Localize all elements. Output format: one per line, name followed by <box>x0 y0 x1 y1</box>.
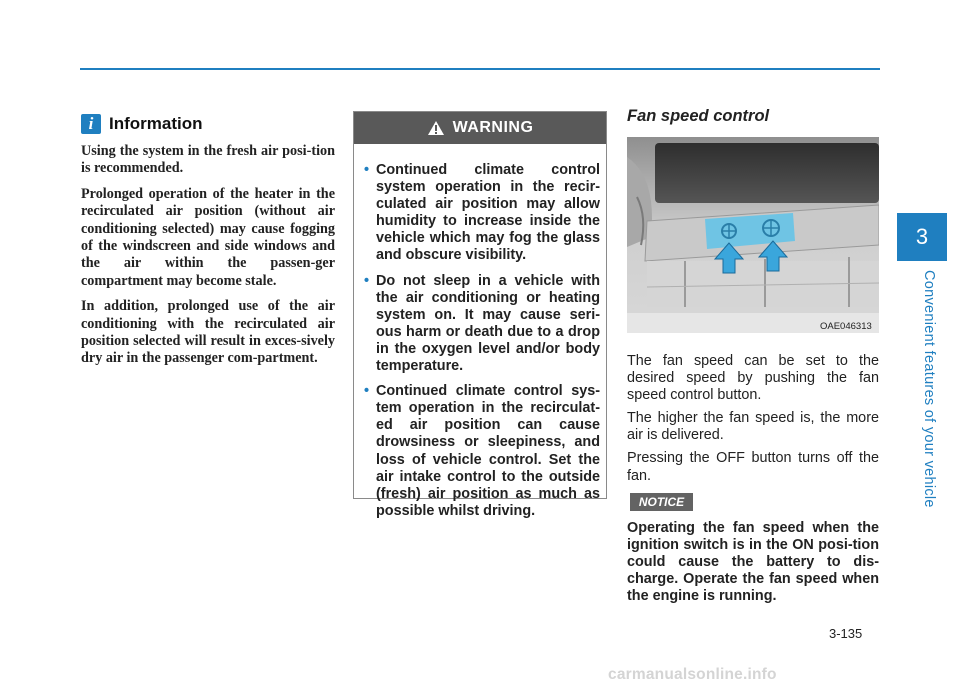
watermark: carmanualsonline.info <box>608 666 777 683</box>
warning-header <box>354 112 606 144</box>
body-paragraph: Pressing the OFF button turns off the fan. <box>627 450 879 484</box>
fan-control-photo <box>627 137 879 333</box>
header-rule <box>80 68 880 70</box>
warning-item-text: Do not sleep in a vehicle with the air conditioning or heating system on. It may cause seri-ous harm or death due to a drop in the oxygen level and/or body temperature. <box>376 272 600 375</box>
section-title: Fan speed control <box>627 107 770 125</box>
page-number: 3-135 <box>829 626 863 641</box>
information-body <box>81 143 335 376</box>
warning-item-text: Continued climate control system operation in the recir-culated air position may allow humidity to increase inside the vehicle which may fog the glass and obscure visibility. <box>376 162 600 264</box>
bullet-icon: • <box>364 162 370 178</box>
warning-item <box>364 383 600 520</box>
warning-list <box>354 144 606 520</box>
chapter-title: Convenient features of your vehicle <box>921 270 937 508</box>
chapter-number: 3 <box>915 224 929 249</box>
bullet-icon: • <box>364 272 370 289</box>
image-code: OAE046313 <box>820 321 872 332</box>
notice-badge: NOTICE <box>630 493 693 511</box>
information-heading <box>81 114 203 134</box>
body-paragraph: The fan speed can be set to the desired speed by pushing the fan speed control button. <box>627 353 879 404</box>
warning-triangle-icon <box>427 120 445 136</box>
warning-item-text: Continued climate control sys-tem operation in the recirculat-ed air position can cause drowsiness or sleepiness, and loss of vehicle control. Set the air intake control to the outside (fresh) air position as much as possible whilst driving. <box>376 383 600 519</box>
chapter-number-tab <box>897 213 947 261</box>
fan-control-illustration <box>627 137 879 333</box>
chapter-title-vertical <box>921 270 937 508</box>
warning-box <box>353 111 607 519</box>
information-paragraph: Using the system in the fresh air posi-tion is recommended. <box>81 143 335 177</box>
warning-item <box>364 273 600 376</box>
body-paragraph: The higher the fan speed is, the more air is delivered. <box>627 410 879 444</box>
notice-text: Operating the fan speed when the ignition switch is in the ON posi-tion could cause the battery to dis-charge. Operate the fan speed when the engine is running. <box>627 520 879 605</box>
bullet-icon: • <box>364 383 370 400</box>
warning-title: WARNING <box>452 119 534 136</box>
fan-body <box>627 353 879 491</box>
info-icon: i <box>81 114 101 134</box>
information-paragraph: Prolonged operation of the heater in the recirculated air position (without air conditioning selected) may cause fogging of the windscreen and side windows and the air within the passen-ger compartment may become stale. <box>81 185 335 289</box>
information-title: Information <box>109 114 203 133</box>
information-paragraph: In addition, prolonged use of the air conditioning with the recirculated air position selected will result in exces-sively dry air in the passenger com-partment. <box>81 298 335 367</box>
warning-item <box>364 162 600 265</box>
